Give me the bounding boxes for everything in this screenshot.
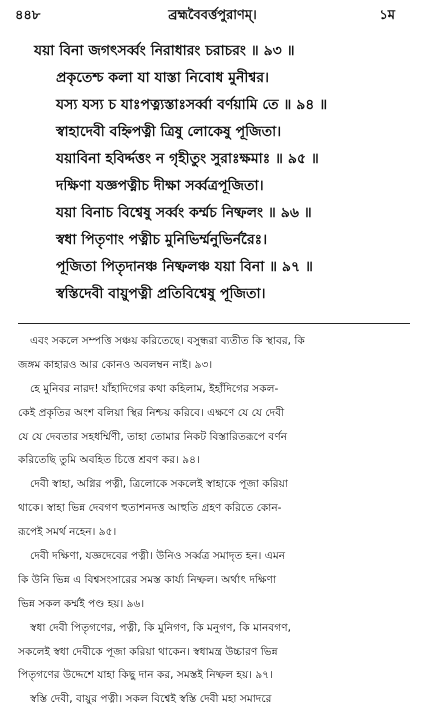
- page-number: ৪৪৮: [15, 8, 41, 23]
- verse-line: যয়াবিনা হবির্দ্দত্তং ন গৃহীতুং সুরাঃক্ষমাঃ ॥ ৯৫ ॥: [56, 151, 319, 167]
- prose-line: পিতৃগণের উদ্দেশে যাহা কিছু দান কর, সমস্তই নিষ্ফল হয়। ৯৭।: [18, 669, 273, 682]
- prose-line: দেবী দক্ষিণা, যজ্ঞদেবের পত্নী। উনিও সর্ব্বত্র সমাদৃত হন। এমন: [30, 550, 286, 563]
- verse-line: দক্ষিণা যজ্ঞপত্নীচ দীক্ষা সর্ব্বত্রপূজিতা।: [56, 178, 264, 194]
- prose-line: স্বধা দেবী পিতৃগণের, পত্নী, কি মুনিগণ, কি মনুগণ, কি মানবগণ,: [30, 621, 291, 634]
- verse-line: পূজিতা পিতৃদানঞ্চ নিষ্ফলঞ্চ যয়া বিনা ॥ ৯৭ ॥: [56, 259, 313, 275]
- running-header: [0, 0, 425, 30]
- sanskrit-verses: [0, 38, 425, 308]
- prose-line: সকলেই স্বধা দেবীকে পূজা করিয়া থাকেন। স্বধামন্ত্র উচ্চারণ ভিন্ন: [18, 645, 278, 658]
- running-title: ব্রহ্মবৈবর্ত্তপুরাণম্।: [168, 8, 257, 23]
- verse-line: যস্য যস্য চ যাঃপত্ন্যস্তাঃসর্ব্বা বর্ণয়ামি তে ॥ ৯৪ ॥: [56, 97, 328, 113]
- prose-line: হে মুনিবর নারদ! যাঁহাদিগের কথা কহিলাম, ইহাঁদিগের সকল-: [30, 382, 279, 395]
- section-divider: [18, 323, 410, 324]
- prose-line: কি উনি ভিন্ন এ বিশ্বসংসারের সমস্ত কার্য্য নিষ্ফল। অর্থাৎ দক্ষিণা: [18, 573, 277, 586]
- verse-line: স্বস্তিদেবী বায়ুপত্নী প্রতিবিশ্বেষু পূজিতা।: [56, 286, 266, 302]
- prose-line: জঙ্গম কাহারও আর কোনও অবলম্বন নাই। ৯৩।: [18, 358, 213, 371]
- verse-line: স্বাহাদেবী বহ্নিপত্নী ত্রিষু লোকেষু পূজিতা।: [56, 124, 282, 140]
- prose-line: রূপেই সমর্থ নহেন। ৯৫।: [18, 526, 117, 539]
- prose-line: থাকে। স্বাহা ভিন্ন দেবগণ হুতাশনদত্ত আহুতি গ্রহণ করিতে কোন-: [18, 502, 282, 515]
- verse-line: যয়া বিনাচ বিশ্বেষু সর্ব্বং কর্ম্মচ নিষ্ফলং ॥ ৯৬ ॥: [56, 205, 312, 221]
- prose-line: এবং সকলে সম্পত্তি সঞ্চয় করিতেছে। বসুন্ধরা ব্যতীত কি স্থাবর, কি: [30, 335, 305, 347]
- bengali-translation: [18, 330, 410, 712]
- verse-line: প্রকৃতেশ্চ কলা যা যাস্তা নিবোধ মুনীশ্বর।: [56, 70, 270, 86]
- prose-line: দেবী স্বাহা, অগ্নির পত্নী, ত্রিলোকে সকলেই স্বাহাকে পূজা করিয়া: [30, 478, 288, 491]
- part-label: ১ম: [379, 8, 395, 23]
- prose-line: যে যে দেবতার সহধর্ম্মিণী, তাহা তোমার নিকট বিস্তারিতরূপে বর্ণন: [18, 430, 288, 443]
- prose-line: করিতেছি তুমি অবহিত চিত্তে শ্রবণ কর। ৯৪।: [18, 454, 200, 467]
- prose-line: ভিন্ন সকল কর্ম্মই পণ্ড হয়। ৯৬।: [18, 597, 145, 610]
- verse-line: যয়া বিনা জগৎসর্ব্বং নিরাধারং চরাচরং ॥ ৯৩ ॥: [34, 43, 295, 59]
- prose-line: স্বস্তি দেবী, বায়ুর পত্নী। সকল বিশ্বেই স্বস্তি দেবী মহা সমাদরে: [30, 693, 272, 706]
- prose-line: কেই প্রকৃতির অংশ বলিয়া স্থির নিশ্চয় করিবে। এক্ষণে যে যে দেবী: [18, 406, 285, 419]
- verse-line: স্বধা পিতৃণাং পত্নীচ মুনিভির্ম্মনুভির্নরৈঃ।: [56, 232, 268, 248]
